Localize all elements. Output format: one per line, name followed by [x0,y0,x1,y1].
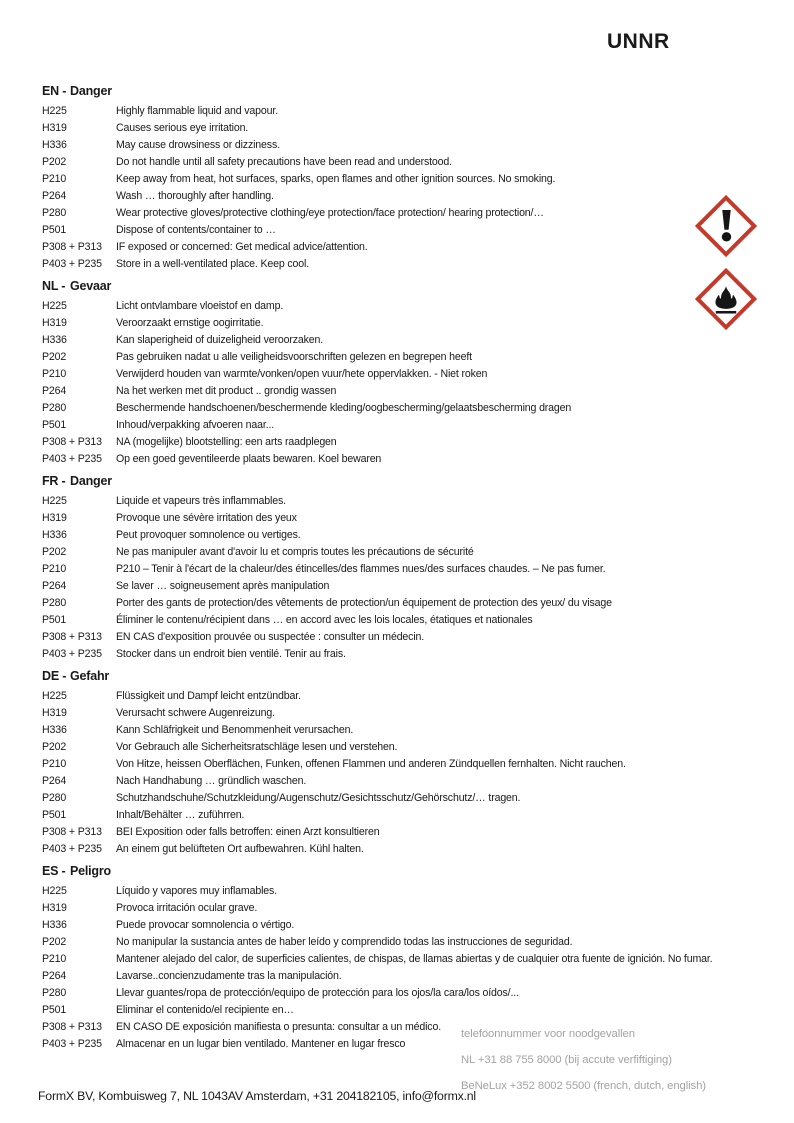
hazard-row [42,139,754,156]
statement-text: Liquide et vapeurs très inflammables. [116,495,286,507]
statement-text: Wear protective gloves/protective clothing/eye protection/face protection/ hearing protection/… [116,207,544,219]
statement-text: Verursacht schwere Augenreizung. [116,707,275,719]
ghs07-pictogram [695,195,757,257]
statement-text: IF exposed or concerned: Get medical advice/attention. [116,241,368,253]
statement-code: P308 + P313 [42,631,102,643]
section-header [42,279,754,300]
hazard-row [42,809,754,826]
hazard-row [42,580,754,597]
statement-text: Llevar guantes/ropa de protección/equipo de protección para los ojos/la cara/los oídos/... [116,987,519,999]
hazard-row [42,775,754,792]
statement-code: H336 [42,529,67,541]
emergency-line: NL +31 88 755 8000 (bij accute verfiftiging) [461,1054,672,1066]
hazard-row [42,419,754,436]
statement-text: Na het werken met dit product .. grondig wassen [116,385,337,397]
statement-text: Eliminar el contenido/el recipiente en… [116,1004,294,1016]
statement-code: P501 [42,1004,67,1016]
footer-address: FormX BV, Kombuisweg 7, NL 1043AV Amsterdam, +31 204182105, info@formx.nl [38,1089,476,1103]
statement-code: P202 [42,156,67,168]
statement-code: P280 [42,597,67,609]
hazard-row [42,614,754,631]
statement-code: H336 [42,919,67,931]
hazard-row [42,987,754,1004]
statement-code: P501 [42,809,67,821]
statement-text: BEI Exposition oder falls betroffen: einen Arzt konsultieren [116,826,380,838]
page-title: UNNR [607,30,670,53]
statement-text: Verwijderd houden van warmte/vonken/open vuur/hete oppervlakken. - Niet roken [116,368,488,380]
statement-text: Pas gebruiken nadat u alle veiligheidsvoorschriften gelezen en begrepen heeft [116,351,472,363]
statement-text: Provoque une sévère irritation des yeux [116,512,297,524]
signal-word: Danger [70,84,112,98]
statement-text: Licht ontvlambare vloeistof en damp. [116,300,284,312]
hazard-row [42,436,754,453]
language-section [42,84,754,275]
statement-code: P308 + P313 [42,1021,102,1033]
statement-code: P280 [42,207,67,219]
language-code: DE - [42,669,67,683]
statement-code: P403 + P235 [42,258,102,270]
hazard-row [42,300,754,317]
statement-text: Highly flammable liquid and vapour. [116,105,278,117]
statement-text: Mantener alejado del calor, de superficies calientes, de chispas, de llamas abiertas y de cualquier otra fuente de ignición. No fumar. [116,953,713,965]
section-header [42,864,754,885]
statement-text: P210 – Tenir à l'écart de la chaleur/des étincelles/des flammes nues/des surfaces chaudes. – Ne pas fumer. [116,563,606,575]
statement-code: P501 [42,614,67,626]
statement-text: Kan slaperigheid of duizeligheid veroorzaken. [116,334,324,346]
section-header [42,669,754,690]
statement-code: P501 [42,419,67,431]
statement-code: P403 + P235 [42,648,102,660]
statement-code: H336 [42,724,67,736]
statement-text: EN CASO DE exposición manifiesta o presunta: consultar a un médico. [116,1021,441,1033]
statement-text: Lavarse..concienzudamente tras la manipulación. [116,970,342,982]
statement-code: P202 [42,351,67,363]
hazard-row [42,758,754,775]
statement-code: H319 [42,317,67,329]
hazard-row [42,885,754,902]
statement-code: P264 [42,775,67,787]
emergency-phone-block [461,1021,706,1099]
statement-code: H336 [42,334,67,346]
language-section [42,669,754,860]
hazard-row [42,936,754,953]
signal-word: Danger [70,474,112,488]
language-code: FR - [42,474,66,488]
signal-word: Gefahr [70,669,110,683]
hazard-row [42,843,754,860]
statement-code: P210 [42,953,67,965]
statement-code: P264 [42,385,67,397]
statement-code: P210 [42,758,67,770]
hazard-row [42,402,754,419]
hazard-row [42,173,754,190]
statement-text: Causes serious eye irritation. [116,122,249,134]
statement-code: P264 [42,970,67,982]
language-code: ES - [42,864,66,878]
statement-text: Keep away from heat, hot surfaces, sparks, open flames and other ignition sources. No smoking. [116,173,556,185]
statement-text: Dispose of contents/container to … [116,224,276,236]
hazard-row [42,258,754,275]
statement-code: H225 [42,105,67,117]
flame-icon [709,285,743,314]
statement-text: Wash … thoroughly after handling. [116,190,274,202]
hazard-row [42,707,754,724]
statement-code: H319 [42,122,67,134]
statement-text: Puede provocar somnolencia o vértigo. [116,919,295,931]
statement-code: P403 + P235 [42,453,102,465]
language-code: EN - [42,84,67,98]
hazard-row [42,190,754,207]
statement-code: P308 + P313 [42,436,102,448]
hazard-row [42,826,754,843]
section-header [42,84,754,105]
statement-text: Kann Schläfrigkeit und Benommenheit verursachen. [116,724,354,736]
statement-text: Schutzhandschuhe/Schutzkleidung/Augenschutz/Gesichtsschutz/Gehörschutz/… tragen. [116,792,521,804]
statement-text: Von Hitze, heissen Oberflächen, Funken, offenen Flammen und anderen Zündquellen fernhalten. Nicht rauchen. [116,758,626,770]
hazard-row [42,351,754,368]
statement-code: H225 [42,885,67,897]
statement-code: H225 [42,300,67,312]
statement-text: Peut provoquer somnolence ou vertiges. [116,529,301,541]
statement-text: An einem gut belüfteten Ort aufbewahren. Kühl halten. [116,843,364,855]
hazard-row [42,512,754,529]
statement-code: P280 [42,402,67,414]
statement-text: Op een goed geventileerde plaats bewaren. Koel bewaren [116,453,382,465]
hazard-row [42,529,754,546]
statement-text: Líquido y vapores muy inflamables. [116,885,277,897]
statement-code: H319 [42,512,67,524]
statement-code: H319 [42,902,67,914]
hazard-row [42,1004,754,1021]
emergency-line: BeNeLux +352 8002 5500 (french, dutch, english) [461,1080,706,1092]
statement-text: Inhalt/Behälter … zuführren. [116,809,245,821]
statement-code: P264 [42,190,67,202]
hazard-row [42,690,754,707]
statement-code: H319 [42,707,67,719]
statement-text: Store in a well-ventilated place. Keep cool. [116,258,310,270]
statement-code: P264 [42,580,67,592]
hazard-row [42,597,754,614]
statement-text: Almacenar en un lugar bien ventilado. Mantener en lugar fresco [116,1038,406,1050]
language-code: NL - [42,279,66,293]
hazard-row [42,563,754,580]
statement-text: EN CAS d'exposition prouvée ou suspectée : consulter un médecin. [116,631,425,643]
statement-text: Beschermende handschoenen/beschermende kleding/oogbescherming/gelaatsbescherming dragen [116,402,572,414]
hazard-row [42,919,754,936]
statement-code: P210 [42,563,67,575]
hazard-row [42,105,754,122]
ghs02-pictogram [695,268,757,330]
signal-word: Peligro [70,864,111,878]
hazard-row [42,241,754,258]
statement-code: P501 [42,224,67,236]
hazard-row [42,317,754,334]
hazard-row [42,453,754,470]
statement-code: P202 [42,546,67,558]
statement-text: Ne pas manipuler avant d'avoir lu et compris toutes les précautions de sécurité [116,546,474,558]
statement-text: Stocker dans un endroit bien ventilé. Tenir au frais. [116,648,346,660]
hazard-row [42,224,754,241]
hazard-row [42,631,754,648]
statement-text: Do not handle until all safety precautions have been read and understood. [116,156,452,168]
hazard-row [42,385,754,402]
statement-text: Nach Handhabung … gründlich waschen. [116,775,307,787]
statement-text: NA (mogelijke) blootstelling: een arts raadplegen [116,436,337,448]
statement-code: P403 + P235 [42,1038,102,1050]
statement-code: P308 + P313 [42,241,102,253]
statement-code: P403 + P235 [42,843,102,855]
emergency-line: telefoonnummer voor noodgevallen [461,1028,635,1040]
hazard-row [42,495,754,512]
statement-code: P202 [42,936,67,948]
hazard-row [42,334,754,351]
statement-text: Porter des gants de protection/des vêtements de protection/un équipement de protection des yeux/ du visage [116,597,612,609]
statement-text: Vor Gebrauch alle Sicherheitsratschläge lesen und verstehen. [116,741,398,753]
statement-text: Éliminer le contenu/récipient dans … en accord avec les lois locales, étatiques et nationales [116,614,533,626]
hazard-row [42,207,754,224]
statement-text: No manipular la sustancia antes de haber leído y comprendido todas las instrucciones de seguridad. [116,936,573,948]
hazard-row [42,970,754,987]
statement-text: Veroorzaakt ernstige oogirritatie. [116,317,264,329]
statement-code: H225 [42,495,67,507]
statement-code: H225 [42,690,67,702]
statement-code: P280 [42,987,67,999]
hazard-row [42,546,754,563]
language-section [42,279,754,470]
statement-code: P308 + P313 [42,826,102,838]
statement-text: Flüssigkeit und Dampf leicht entzündbar. [116,690,301,702]
statement-text: Inhoud/verpakking afvoeren naar... [116,419,275,431]
statement-code: P280 [42,792,67,804]
section-header [42,474,754,495]
hazard-row [42,902,754,919]
hazard-row [42,156,754,173]
exclamation-icon [716,210,737,242]
statement-code: P210 [42,368,67,380]
hazard-row [42,953,754,970]
hazard-row [42,792,754,809]
hazard-statements [42,84,754,1059]
language-section [42,474,754,665]
hazard-row [42,724,754,741]
statement-code: H336 [42,139,67,151]
statement-text: May cause drowsiness or dizziness. [116,139,280,151]
statement-text: Se laver … soigneusement après manipulation [116,580,330,592]
hazard-row [42,741,754,758]
signal-word: Gevaar [70,279,112,293]
statement-text: Provoca irritación ocular grave. [116,902,258,914]
hazard-row [42,368,754,385]
hazard-row [42,122,754,139]
hazard-row [42,648,754,665]
statement-code: P210 [42,173,67,185]
statement-code: P202 [42,741,67,753]
